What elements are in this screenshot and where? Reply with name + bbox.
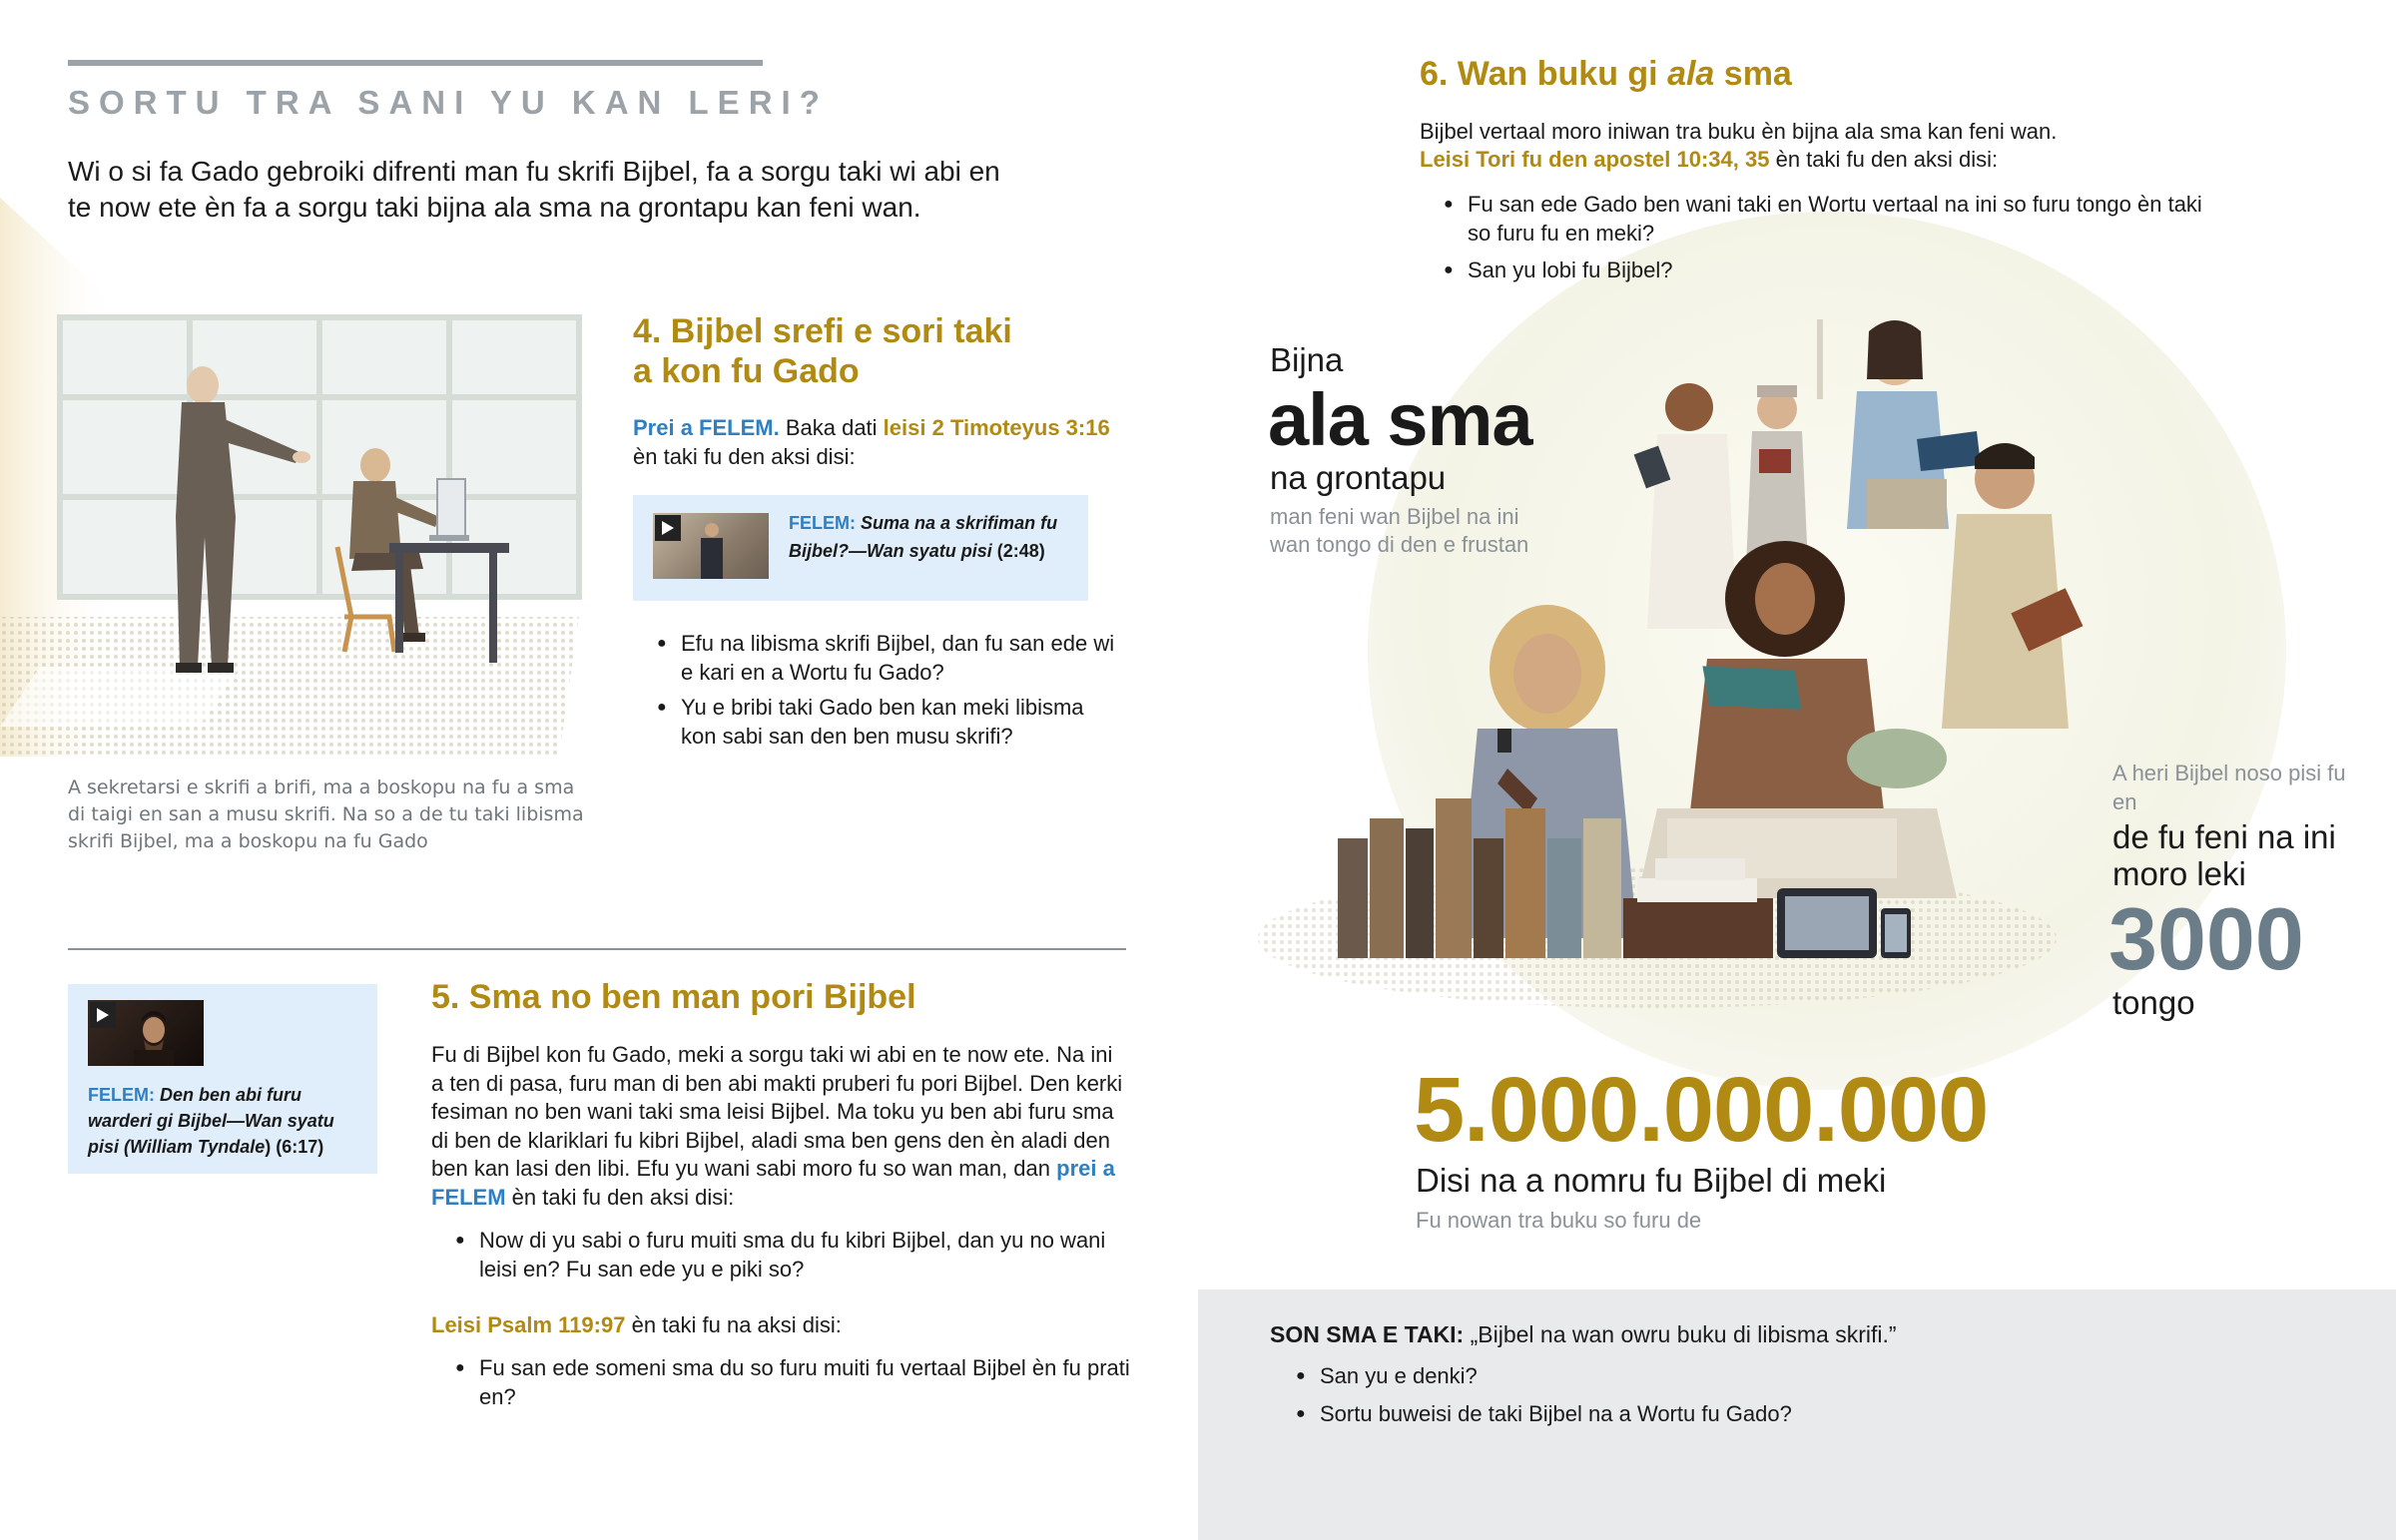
- question-item: ● Fu san ede Gado ben wani taki en Wortu vertaal na ini so furu tongo èn taki so furu fu en meki?: [1444, 190, 2202, 248]
- question-item: ● San yu lobi fu Bijbel?: [1444, 256, 2202, 284]
- panel-label: SON SMA E TAKI:: [1270, 1321, 1465, 1347]
- video-label: FELEM:: [88, 1085, 155, 1105]
- instruction-text: èn taki fu na aksi disi:: [625, 1312, 842, 1337]
- video-card-who-wrote-bible[interactable]: [633, 495, 1088, 601]
- portrait-figure: [128, 1006, 178, 1066]
- question-item: ● Efu na libisma skrifi Bijbel, dan fu san ede wi e kari en a Wortu fu Gado?: [657, 629, 1116, 687]
- question-item: ● San yu e denki?: [1296, 1361, 2294, 1390]
- section-5-questions: [455, 1226, 1134, 1289]
- video-title-text: Den ben abi furu warderi gi Bijbel—Wan syatu pisi (: [88, 1085, 334, 1157]
- stat-bibles-note: Fu nowan tra buku so furu de: [1416, 1208, 1702, 1233]
- question-item: ● Now di yu sabi o furu muiti sma du fu kibri Bijbel, dan yu no wani leisi en? Fu san ede yu e piki so?: [455, 1226, 1134, 1283]
- question-item: ● Fu san ede someni sma du so furu muiti fu vertaal Bijbel èn fu prati en?: [455, 1353, 1134, 1411]
- scripture-reference[interactable]: Leisi Tori fu den apostel 10:34, 35: [1420, 147, 1770, 172]
- panel-questions: [1296, 1361, 2294, 1437]
- video-title: [789, 509, 1078, 565]
- stat-world-label: na grontapu: [1270, 459, 1447, 496]
- section-6-questions: [1444, 190, 2202, 292]
- section-4-questions: [657, 629, 1116, 757]
- play-icon[interactable]: [655, 515, 681, 541]
- office-illustration: [0, 198, 589, 757]
- video-title-name: William Tyndale: [130, 1137, 266, 1157]
- presenter-figure: [697, 521, 727, 579]
- instruction-text: èn taki fu den aksi disi:: [1769, 147, 1999, 172]
- section-4-title-line1: 4. Bijbel srefi e sori taki: [633, 312, 1012, 350]
- question-item: ● Yu e bribi taki Gado ben kan meki libisma kon sabi san den ben musu skrifi?: [657, 693, 1116, 751]
- title-emphasis: ala: [1667, 55, 1715, 93]
- top-rule: [68, 60, 763, 66]
- section-4-title-line2: a kon fu Gado: [633, 352, 860, 390]
- video-card-tyndale[interactable]: [68, 984, 377, 1174]
- video-title: [88, 1082, 367, 1160]
- video-thumbnail[interactable]: [653, 513, 769, 579]
- title-pre: 6. Wan buku gi: [1420, 55, 1668, 93]
- section-5-title: 5. Sma no ben man pori Bijbel: [431, 978, 916, 1016]
- section-4-instruction: [633, 413, 1132, 471]
- video-title-text: Suma na a skrifiman fu Bijbel?—Wan syatu pisi: [789, 513, 1058, 561]
- video-thumbnail[interactable]: [88, 1000, 204, 1066]
- play-icon[interactable]: [90, 1002, 116, 1028]
- section-6-paragraph: [1420, 118, 2198, 174]
- title-post: sma: [1714, 55, 1792, 93]
- section-6-title: [1420, 55, 1792, 94]
- instruction-text: èn taki fu den aksi disi:: [633, 444, 856, 469]
- stat-bibles-label: Disi na a nomru fu Bijbel di meki: [1416, 1162, 1887, 1199]
- section-divider: [68, 948, 1126, 950]
- section-5-questions-2: [455, 1353, 1134, 1417]
- section-eyebrow: SORTU TRA SANI YU KAN LERI?: [68, 84, 829, 121]
- stat-languages-unit: tongo: [2112, 984, 2195, 1021]
- illustration-caption: A sekretarsi e skrifi a brifi, ma a boskopu na fu a sma di taigi en san a musu skrifi. Na so a de tu taki libisma skrifi Bijbel, ma a boskopu na fu Gado: [68, 776, 584, 852]
- stat-all-people-note: man feni wan Bijbel na ini wan tongo di den e frustan: [1270, 504, 1529, 557]
- some-people-say-quote: [1270, 1319, 2368, 1349]
- stat-languages-count: 3000: [2108, 889, 2304, 988]
- stat-all-people: ala sma: [1268, 378, 1532, 461]
- body-text-end: èn taki fu den aksi disi:: [505, 1184, 735, 1210]
- section-5-body: [431, 1041, 1130, 1212]
- play-film-link[interactable]: Prei a FELEM.: [633, 415, 780, 440]
- video-label: FELEM:: [789, 513, 856, 533]
- stat-languages-label: de fu feni na ini moro leki: [2112, 818, 2336, 892]
- section-4-title: [633, 311, 1012, 391]
- play-film-link[interactable]: prei a FELEM: [431, 1156, 1115, 1210]
- section-5-psalm-instruction: [431, 1311, 1130, 1339]
- body-text: Fu di Bijbel kon fu Gado, meki a sorgu taki wi abi en te now ete. Na ini a ten di pasa, furu man di ben abi makti pruberi fu pori Bijbel. Den kerki fesiman no ben wani taki sma leisi Bijbel. Ma toku yu ben abi furu sma di ben de klariklari fu kibri Bijbel, aladi sma ben gens den èn aladi den ben kan lasi den libi. Efu yu wani sabi moro fu so wan man, dan: [431, 1042, 1123, 1181]
- question-item: ● Sortu buweisi de taki Bijbel na a Wortu fu Gado?: [1296, 1399, 2294, 1428]
- stat-languages-note: A heri Bijbel noso pisi fu en: [2112, 761, 2346, 814]
- video-duration: ) (6:17): [265, 1137, 324, 1157]
- scripture-reference[interactable]: leisi 2 Timoteyus 3:16: [883, 415, 1110, 440]
- scripture-reference[interactable]: Leisi Psalm 119:97: [431, 1312, 626, 1337]
- panel-quote: „Bijbel na wan owru buku di libisma skrifi.”: [1464, 1321, 1897, 1347]
- instruction-text: Baka dati: [779, 415, 884, 440]
- paragraph-text: Bijbel vertaal moro iniwan tra buku èn bijna ala sma kan feni wan.: [1420, 119, 2058, 144]
- video-duration: (2:48): [991, 541, 1045, 561]
- stat-almost-label: Bijna: [1270, 341, 1344, 378]
- intro-paragraph: Wi o si fa Gado gebroiki difrenti man fu skrifi Bijbel, fa a sorgu taki wi abi en te now ete èn fa a sorgu taki bijna ala sma na grontapu kan feni wan.: [68, 156, 1000, 223]
- stat-bibles-count: 5.000.000.000: [1414, 1059, 1989, 1161]
